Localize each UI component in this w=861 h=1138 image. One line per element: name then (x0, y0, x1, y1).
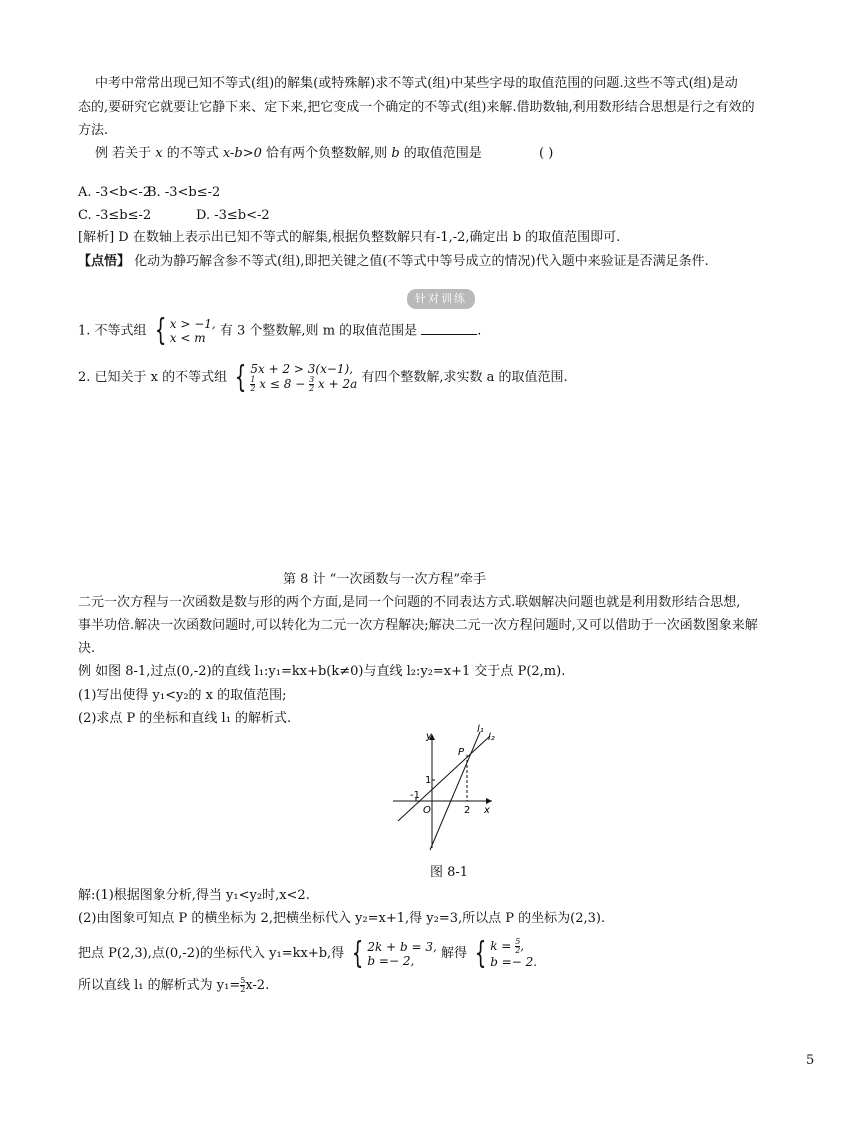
option-a: A. -3<b<-2 (78, 185, 152, 200)
fraction: $\frac{5}{2}$ (240, 976, 246, 994)
tip-line (78, 252, 709, 272)
section-paragraph-1: 二元一次方程与一次函数是数与形的两个方面,是同一个问题的不同表达方式.联姻解决问题也就是利用数形结合思想, (78, 595, 741, 610)
intro-line-2: 态的,要研究它就要让它静下来、定下来,把它变成一个确定的不等式(组)来解.借助数轴,利用数形结合思想是行之有效的 (78, 100, 755, 115)
label-origin: O (423, 805, 431, 816)
option-b: B. -3<b≤-2 (147, 185, 221, 200)
practice-badge: 针对训练 (407, 289, 475, 309)
practice-question-2: 2. 已知关于 x 的不等式组 { 5x + 2 > 3(x−1), $\frac{1}{2}$ x ≤ 8 − $\frac{3}{2}$ x + 2a 有四个整数解,求实数 a 的取值范围. (78, 359, 568, 395)
practice-question-1: 1. 不等式组 { x > −1, x < m 有 3 个整数解,则 m 的取值范围是 . (78, 313, 482, 348)
option-c: C. -3≤b≤-2 (78, 208, 152, 223)
solution-system: { k = $\frac{5}{2}$ , b =− 2. (474, 935, 538, 971)
brace-icon: { (352, 935, 364, 971)
label-y: y (426, 731, 432, 742)
fraction: $\frac{3}{2}$ (309, 375, 315, 393)
brace-icon: { (474, 935, 487, 971)
option-d: D. -3≤b<-2 (196, 208, 270, 223)
brace-icon: { (154, 313, 166, 348)
brace-icon: { (235, 359, 247, 395)
section-title: 第 8 计 “一次函数与一次方程”牵手 (283, 572, 486, 587)
figure-caption: 图 8-1 (430, 865, 469, 880)
solution-line-4: 所以直线 l₁ 的解析式为 y₁= $\frac{5}{2}$ x-2. (78, 976, 270, 994)
tip-text: 化动为静巧解含参不等式(组),即把关键之值(不等式中等号成立的情况)代入题中来验证是否满足条件. (130, 254, 709, 269)
label-p: P (458, 747, 465, 758)
solution-line-2: (2)由图象可知点 P 的横坐标为 2,把横坐标代入 y₂=x+1,得 y₂=3,所以点 P 的坐标为(2,3). (78, 911, 606, 926)
analysis-text: [解析] D 在数轴上表示出已知不等式的解集,根据负整数解只有-1,-2,确定出 b 的取值范围即可. (78, 230, 621, 245)
equation-system: { 2k + b = 3, b =− 2, (352, 935, 437, 971)
answer-blank[interactable] (421, 322, 477, 335)
inequality-system: { 5x + 2 > 3(x−1), $\frac{1}{2}$ x ≤ 8 − $\frac{3}{2}$ x + 2a (235, 359, 358, 395)
coordinate-graph-figure (388, 722, 508, 856)
label-l1: l₁ (477, 724, 484, 735)
label-neg-one: -1 (410, 790, 420, 801)
solution-line-1: 解:(1)根据图象分析,得当 y₁<y₂时,x<2. (78, 888, 310, 903)
intro-line-1: 中考中常常出现已知不等式(组)的解集(或特殊解)求不等式(组)中某些字母的取值范围的问题.这些不等式(组)是动 (95, 76, 738, 91)
label-two: 2 (464, 805, 471, 816)
fraction: $\frac{1}{2}$ (250, 375, 256, 393)
label-x: x (484, 805, 490, 816)
fraction: $\frac{5}{2}$ (515, 937, 521, 955)
answer-parentheses: ( ) (539, 146, 554, 161)
tip-label: 【点悟】 (78, 254, 131, 269)
example-2-question-2: (2)求点 P 的坐标和直线 l₁ 的解析式. (78, 711, 292, 726)
intro-line-3: 方法. (78, 123, 109, 138)
inequality-system: { x > −1, x < m (154, 313, 216, 348)
example-2-question-1: (1)写出使得 y₁<y₂的 x 的取值范围; (78, 688, 287, 703)
line-l2 (398, 736, 490, 821)
page-number: 5 (806, 1053, 815, 1068)
label-one: 1 (425, 775, 432, 786)
solution-line-3: 把点 P(2,3),点(0,-2)的坐标代入 y₁=kx+b,得 { 2k + b = 3, b =− 2, 解得 { k = $\frac{5}{2}$ , b =− 2. (78, 935, 538, 971)
line-l1 (430, 732, 480, 850)
section-paragraph-2: 事半功倍.解决一次函数问题时,可以转化为二元一次方程解决;解决二元一次方程问题时,又可以借助于一次函数图象来解 (78, 618, 758, 633)
label-l2: l₂ (488, 732, 495, 743)
section-paragraph-3: 决. (78, 641, 96, 656)
example-1-stem: 例 若关于 x 的不等式 x-b>0 恰有两个负整数解,则 b 的取值范围是 (95, 146, 482, 161)
x-axis-arrow-icon (486, 798, 492, 804)
example-2-stem: 例 如图 8-1,过点(0,-2)的直线 l₁:y₁=kx+b(k≠0)与直线 l₂:y₂=x+1 交于点 P(2,m). (78, 664, 566, 679)
